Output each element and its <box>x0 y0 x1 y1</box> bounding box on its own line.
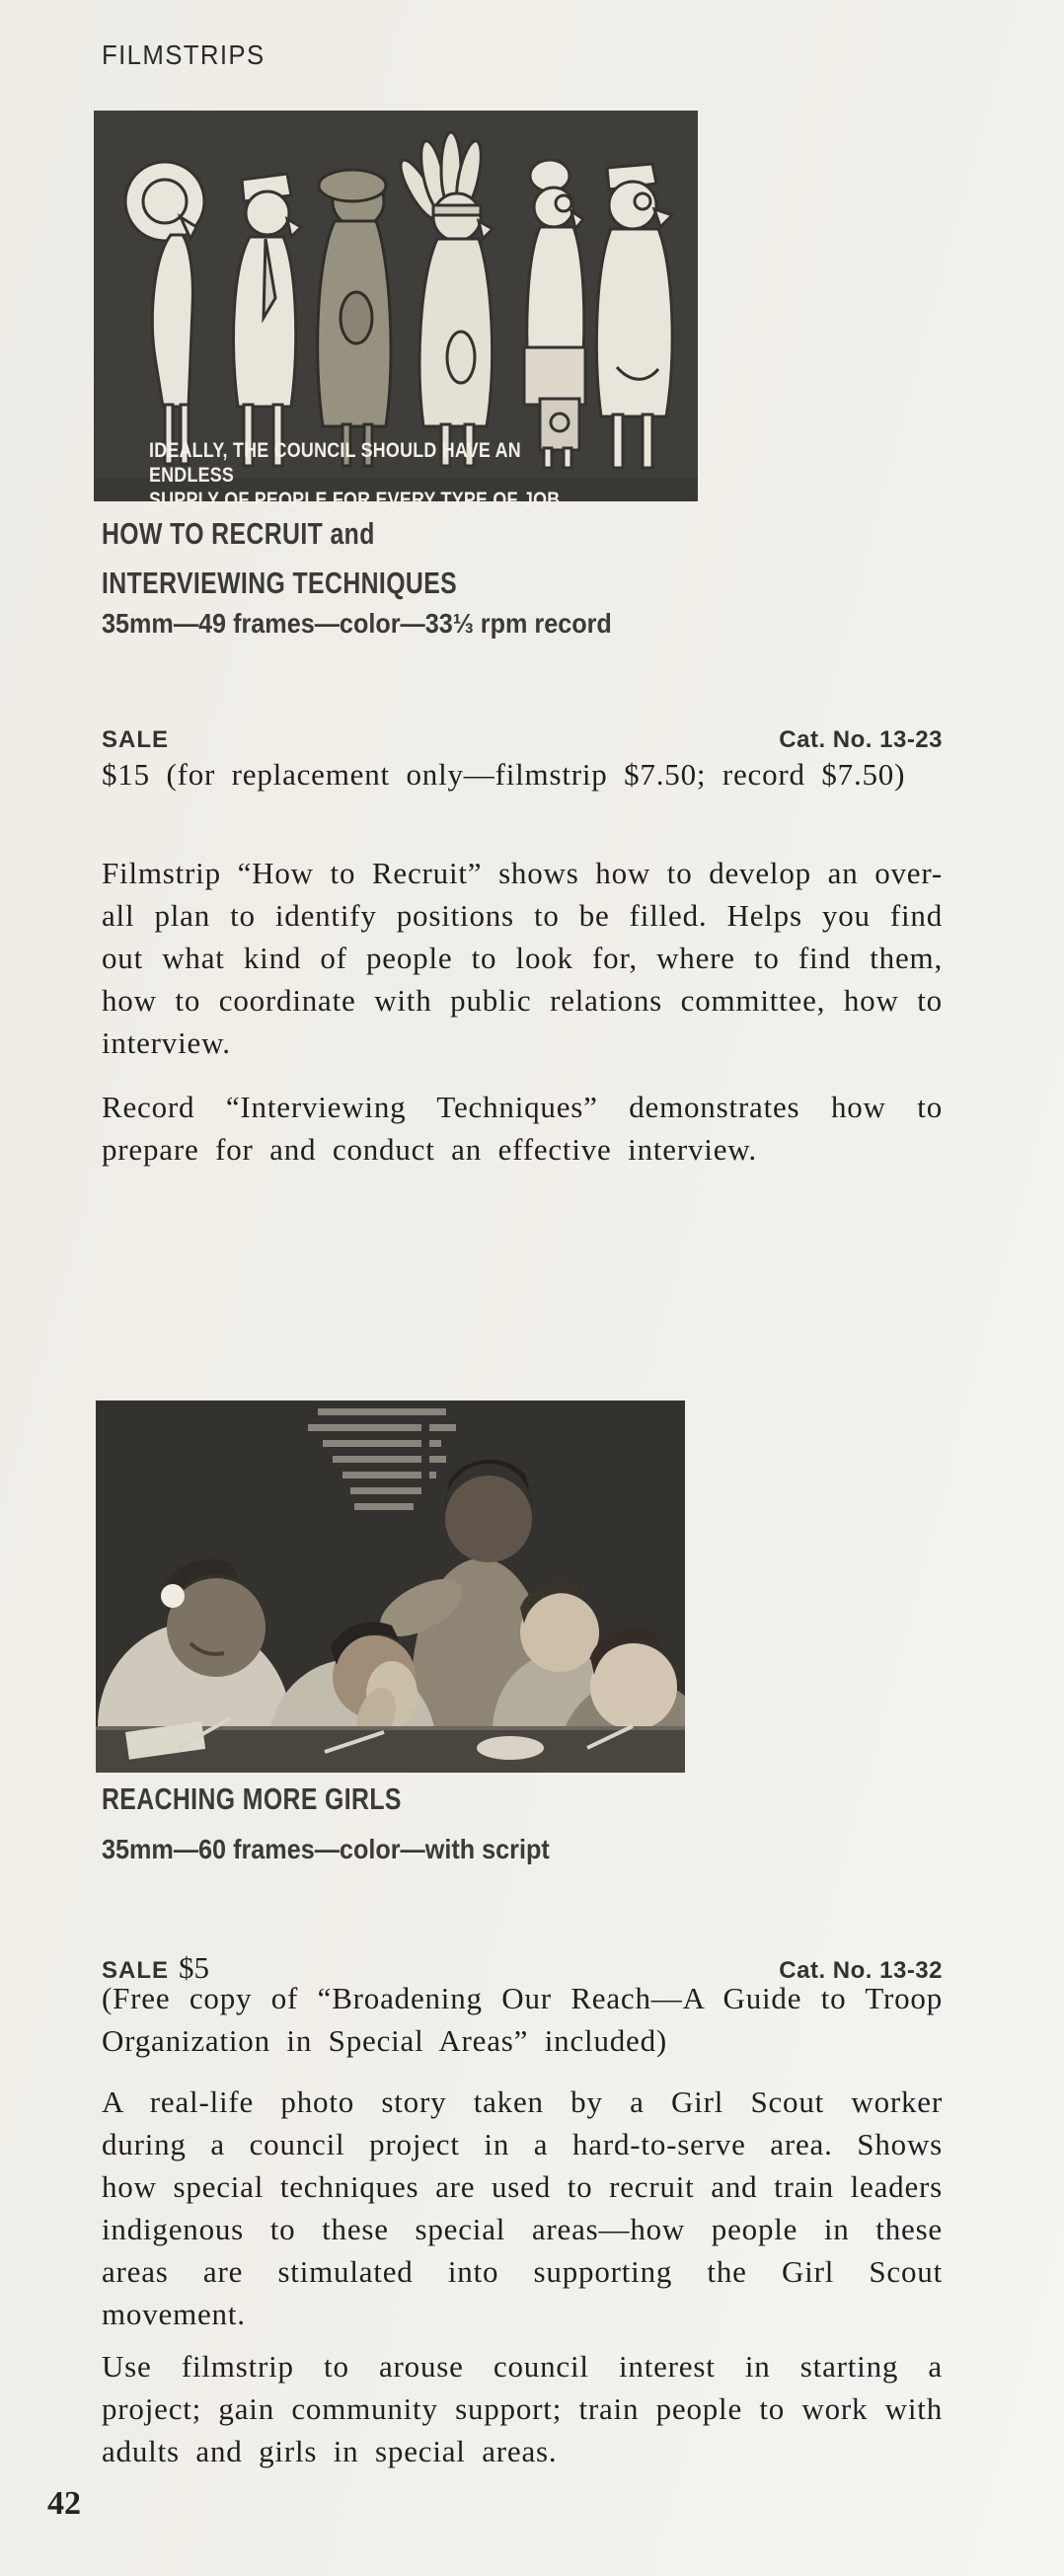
item1-catalog-number: Cat. No. 13-23 <box>779 726 943 753</box>
item2-title: REACHING MORE GIRLS <box>102 1781 402 1816</box>
illustration-caption <box>149 438 602 512</box>
item2-paragraph1: A real-life photo story taken by a Girl Scout worker during a council project in a hard-to-serve area. Shows how special techniques are used to recruit and train leaders indigenous to these special areas—how people in these areas are stimulated into supporting the Girl Scout movement. <box>102 2084 943 2331</box>
item1-spec: 35mm—49 frames—color—33⅓ rpm record <box>102 608 612 639</box>
girls-photo-graphic <box>96 1401 685 1773</box>
item2-sale-label: SALE <box>102 1957 170 1984</box>
item1-sale-label: SALE <box>102 726 170 753</box>
item2-note: (Free copy of “Broadening Our Reach—A Guide to Troop Organization in Special Areas” included) <box>102 1981 943 2058</box>
item2-paragraph2: Use filmstrip to arouse council interest in starting a project; gain community support; train people to work with adults and girls in special areas. <box>102 2349 943 2468</box>
illustration-caption-line1: IDEALLY, THE COUNCIL SHOULD HAVE AN ENDLESS <box>149 439 521 487</box>
item1-paragraph2: Record “Interviewing Techniques” demonstrates how to prepare for and conduct an effective interview. <box>102 1090 943 1167</box>
item1-title <box>102 509 457 608</box>
item2-sale-price: $5 <box>179 1950 210 1985</box>
illustration-caption-line2: SUPPLY OF PEOPLE FOR EVERY TYPE OF JOB... <box>149 489 576 511</box>
page-header: FILMSTRIPS <box>102 39 266 70</box>
item1-title-line2: INTERVIEWING TECHNIQUES <box>102 566 458 600</box>
item1-sale-row <box>102 726 943 754</box>
recruiting-cartoon-illustration <box>94 111 698 511</box>
item2-spec: 35mm—60 frames—color—with script <box>102 1834 550 1864</box>
item1-price: $15 (for replacement only—filmstrip $7.50; record $7.50) <box>102 757 906 792</box>
item1-paragraph1: Filmstrip “How to Recruit” shows how to develop an over-all plan to identify positions to be filled. Helps you find out what kind of people to look for, where to find them, how to coordinate with public relations committee, how to interview. <box>102 856 943 1060</box>
page-number: 42 <box>47 2485 81 2522</box>
item1-title-line1: HOW TO RECRUIT and <box>102 516 375 551</box>
item2-catalog-number: Cat. No. 13-32 <box>779 1957 943 1984</box>
girls-photo <box>96 1401 685 1773</box>
